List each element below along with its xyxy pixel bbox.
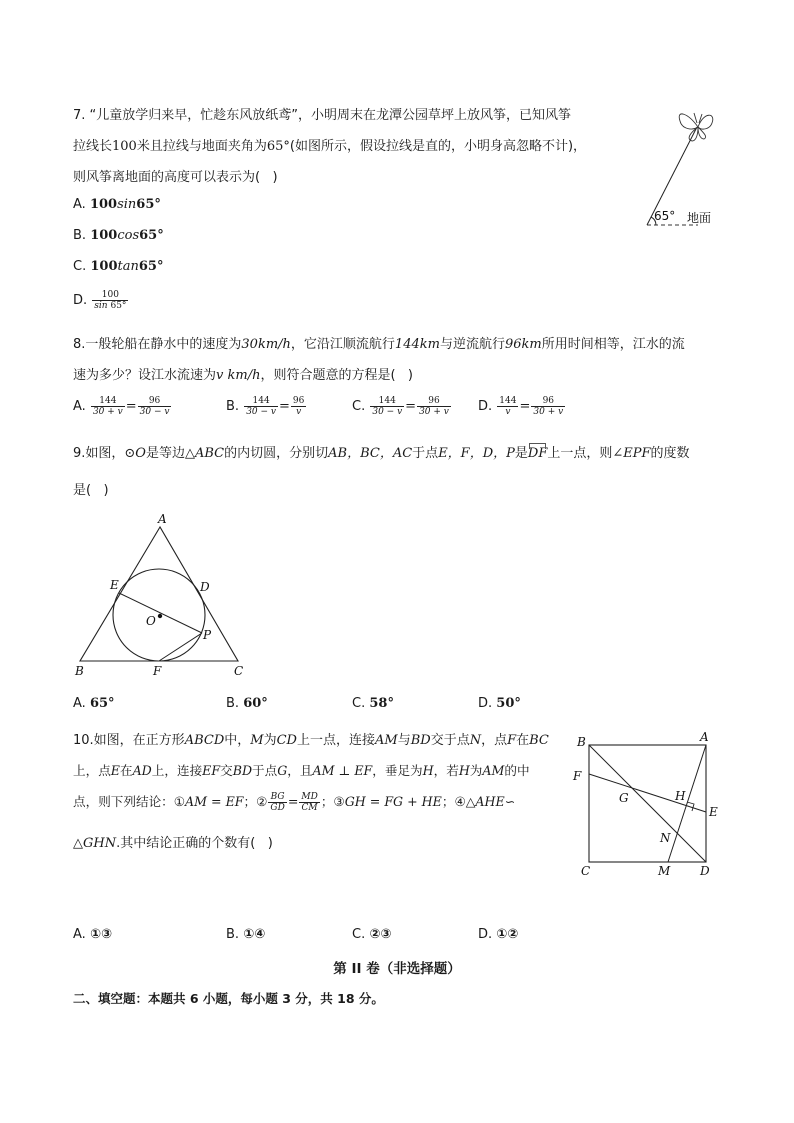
q8-text: 与逆流航行	[439, 337, 505, 352]
option-fn: tan	[117, 259, 139, 274]
q10-text: 中，	[224, 733, 251, 748]
q8-line-2	[73, 364, 413, 383]
option-value: ①④	[243, 927, 266, 942]
option-coef: 100	[90, 228, 118, 243]
q10-text: 上，点	[73, 763, 111, 778]
denominator: v	[505, 407, 511, 417]
q8-option-b: B. $\frac{144}{30 - v}$ = $\frac{96}{v}$	[226, 396, 305, 417]
option-letter: B.	[226, 696, 240, 711]
q10-math: AM ⊥ EF	[312, 763, 373, 778]
q10-math: AD	[132, 763, 152, 778]
angle-label: 65°	[654, 209, 676, 223]
denominator: 30 − v	[372, 407, 403, 417]
q10-math: M	[250, 733, 264, 748]
numerator: 96	[292, 396, 305, 406]
option-coef: 100	[89, 197, 118, 212]
fraction	[417, 396, 451, 417]
fraction	[370, 396, 404, 417]
q7-option-c	[73, 259, 163, 274]
q10-option-a	[73, 927, 112, 942]
q7-option-a	[73, 197, 161, 212]
chord-fp	[159, 633, 202, 661]
q10-math: BC	[529, 733, 549, 748]
q8-variable: v km/h	[216, 368, 261, 383]
ground-label: 地面	[687, 211, 712, 225]
q8-downstream: 144km	[394, 337, 440, 352]
q7-line-3: 则风筝离地面的高度可以表示为( )	[73, 170, 278, 185]
denominator: v	[296, 407, 302, 417]
fraction	[268, 792, 286, 813]
denominator: 30 + v	[92, 407, 123, 417]
q10-line-1	[73, 729, 549, 748]
label-n: N	[660, 831, 671, 845]
option-value: 65°	[89, 696, 115, 711]
q10-math: F	[507, 733, 517, 748]
option-letter: D.	[73, 293, 88, 308]
option-letter: C.	[352, 927, 366, 942]
q10-text: .其中结论正确的个数有( )	[116, 836, 273, 851]
q10-math: EF	[202, 763, 221, 778]
q9-line-2: 是( )	[73, 483, 109, 498]
label-h: H	[675, 789, 686, 803]
q7-option-d	[73, 290, 129, 311]
q10-math: CD	[276, 733, 297, 748]
label-c: C	[234, 664, 244, 678]
numerator: MD	[301, 792, 318, 802]
fraction	[244, 396, 278, 417]
q8-text: 速为多少？设江水流速为	[73, 368, 217, 383]
label-a: A	[158, 512, 167, 526]
q10-text: 10.如图，在正方形	[73, 733, 185, 748]
q10-math: △GHN	[73, 836, 117, 851]
q8-line-1	[73, 333, 685, 352]
q10-text: 上，连接	[151, 763, 203, 778]
option-value: 58°	[369, 696, 394, 711]
fraction	[291, 396, 306, 417]
q10-line-4	[73, 832, 273, 851]
q10-line-3: 点，则下列结论：①AM = EF；② $\frac{BG}{GD}$ = $\frac{MD}{CM}$ ；③GH = FG + HE；④△AHE∽	[73, 792, 516, 813]
fraction	[531, 396, 565, 417]
q8-option-c: C. $\frac{144}{30 - v}$ = $\frac{96}{30 + v}$	[352, 396, 449, 417]
q9-text: 的度数	[650, 446, 690, 461]
numerator: 144	[91, 396, 125, 407]
q10-text: 的中	[504, 763, 530, 778]
option-letter: A.	[73, 197, 86, 212]
q9-option-a	[73, 696, 115, 711]
q8-text: ，则符合题意的方程是( )	[260, 368, 413, 383]
q10-text: 交	[220, 763, 233, 778]
q8-text: 所用时间相等，江水的流	[541, 337, 685, 352]
q9-line-1	[73, 442, 690, 461]
q7-text: 米且拉线与地面夹角为	[136, 139, 267, 154]
chord-ep	[119, 593, 202, 633]
fraction	[138, 396, 172, 417]
option-letter: A.	[73, 927, 86, 942]
q10-text: 为	[469, 763, 483, 778]
denominator: 30 + v	[419, 407, 449, 417]
q9-sides: AB，BC，AC	[328, 446, 413, 461]
q10-text: ；③	[320, 794, 345, 809]
option-letter: C.	[352, 696, 366, 711]
q10-line-2	[73, 760, 530, 779]
option-fn: cos	[117, 228, 140, 243]
label-a: A	[700, 730, 709, 744]
option-letter: A.	[73, 696, 86, 711]
option-letter: B.	[73, 228, 87, 243]
denominator: 30 − v	[139, 407, 170, 417]
q7-kite-figure	[640, 103, 730, 228]
label-d: D	[700, 864, 710, 878]
q9-arc: DF	[527, 446, 548, 461]
q10-math: GH = FG + HE	[344, 794, 442, 809]
q9-option-c	[352, 696, 394, 711]
option-letter: C.	[73, 259, 87, 274]
label-e: E	[709, 805, 718, 819]
option-fn: sin	[117, 197, 137, 212]
label-o: O	[146, 614, 156, 628]
q10-text: ；②	[243, 794, 268, 809]
label-d: D	[200, 580, 210, 594]
q10-text: ，垂足为	[372, 763, 423, 778]
option-coef: 100	[90, 259, 118, 274]
fraction	[91, 396, 125, 417]
q10-text: 点，则下列结论：①	[73, 794, 186, 809]
numerator: 144	[370, 396, 404, 407]
q10-math: AM	[482, 763, 505, 778]
numerator: 96	[417, 396, 451, 407]
diagonal-bd	[589, 745, 706, 862]
q10-text: ；④	[441, 794, 466, 809]
denominator-fn: sin	[94, 301, 108, 311]
q9-incircle-figure	[72, 513, 272, 678]
q10-option-b	[226, 927, 265, 942]
label-p: P	[203, 628, 212, 642]
denominator-arg: 65°	[110, 301, 127, 311]
label-c: C	[581, 864, 591, 878]
q10-text: 与	[397, 733, 411, 748]
q10-math: H	[458, 763, 470, 778]
q10-math: BD	[410, 733, 431, 748]
option-value: 50°	[496, 696, 521, 711]
q9-points: E，F，D，P	[438, 446, 515, 461]
label-m: M	[658, 864, 671, 878]
q10-math: E	[110, 763, 120, 778]
q10-math: AM	[374, 733, 398, 748]
q8-text: 8.一般轮船在静水中的速度为	[73, 337, 242, 352]
fraction	[92, 290, 128, 311]
section-title: 第 II 卷（非选择题）	[333, 961, 461, 977]
q7-line-1: 7. “儿童放学归来早，忙趁东风放纸鸢”，小明周末在龙潭公园草坪上放风筝，已知风筝	[73, 108, 572, 123]
denominator: 30 − v	[246, 407, 277, 417]
numerator: 144	[244, 396, 278, 407]
option-letter: D.	[478, 399, 493, 414]
q10-text: ，且	[287, 763, 313, 778]
option-letter: B.	[226, 399, 240, 414]
segment-am	[668, 745, 706, 862]
q9-circle: ⊙O	[124, 446, 146, 461]
label-b: B	[75, 664, 84, 678]
option-arg: 65°	[136, 197, 161, 212]
numerator: 96	[531, 396, 565, 407]
q7-line-2	[73, 135, 586, 154]
butterfly-kite-icon	[679, 113, 713, 141]
q9-option-d	[478, 696, 521, 711]
q10-math: G	[277, 763, 288, 778]
option-arg: 65°	[139, 228, 164, 243]
numerator: 144	[499, 396, 517, 406]
option-value: ①③	[89, 927, 112, 942]
fraction	[299, 792, 319, 813]
option-letter: B.	[226, 927, 240, 942]
q10-text: 于点	[252, 763, 278, 778]
q9-text: 是	[514, 446, 528, 461]
q8-speed: 30km/h	[241, 337, 291, 352]
q9-triangle: △ABC	[184, 446, 225, 461]
triangle-abc	[80, 527, 238, 661]
q10-text: 上一点，连接	[296, 733, 375, 748]
q10-text: 交于点	[430, 733, 470, 748]
fill-in-heading: 二、填空题：本题共 6 小题，每小题 3 分，共 18 分。	[73, 991, 384, 1006]
label-e: E	[110, 578, 119, 592]
q10-text: 在	[516, 733, 530, 748]
q10-math: N	[469, 733, 482, 748]
label-b: B	[577, 735, 586, 749]
q10-math: AM = EF	[185, 794, 244, 809]
q10-option-c	[352, 927, 391, 942]
q9-text: 于点	[412, 446, 439, 461]
denominator: 30 + v	[533, 407, 564, 417]
q10-square-figure	[574, 730, 734, 880]
numerator: 96	[138, 396, 172, 407]
q7-text: 拉线长	[73, 139, 113, 154]
q9-text: 9.如图，	[73, 446, 125, 461]
q7-text: (如图所示，假设拉线是直的，小明身高忽略不计)，	[289, 139, 587, 154]
q10-math: H	[422, 763, 434, 778]
option-value: ①②	[496, 927, 519, 942]
q10-text: ，若	[433, 763, 459, 778]
q8-option-d: D. $\frac{144}{v}$ = $\frac{96}{30 + v}$	[478, 396, 564, 417]
q7-length: 100	[112, 139, 137, 154]
q10-math: BD	[232, 763, 253, 778]
numerator: BG	[268, 792, 286, 803]
q9-option-b	[226, 696, 268, 711]
label-f: F	[573, 769, 582, 783]
denominator: CM	[301, 803, 318, 813]
q10-math: △AHE∽	[465, 794, 516, 809]
q9-angle: ∠EPF	[612, 446, 651, 461]
q10-text: 为	[263, 733, 277, 748]
fraction	[497, 396, 518, 417]
label-f: F	[153, 664, 162, 678]
q10-option-d	[478, 927, 518, 942]
option-value: 60°	[243, 696, 268, 711]
segment-ef	[589, 774, 706, 812]
option-letter: A.	[73, 399, 86, 414]
q10-text: 在	[119, 763, 133, 778]
q10-math: ABCD	[184, 733, 225, 748]
q8-upstream: 96km	[504, 337, 542, 352]
q8-option-a: A. $\frac{144}{30 + v}$ = $\frac{96}{30 - v}$	[73, 396, 170, 417]
option-letter: C.	[352, 399, 366, 414]
q9-text: 上一点，则	[547, 446, 613, 461]
q7-option-b	[73, 228, 164, 243]
denominator: GD	[270, 803, 285, 813]
q9-text: 是等边	[145, 446, 185, 461]
q9-text: 的内切圆，分别切	[224, 446, 329, 461]
q7-angle: 65°	[266, 139, 290, 154]
label-g: G	[619, 791, 629, 805]
q10-text: ，点	[481, 733, 508, 748]
option-arg: 65°	[138, 259, 164, 274]
q8-text: ，它沿江顺流航行	[290, 337, 395, 352]
option-value: ②③	[369, 927, 392, 942]
option-letter: D.	[478, 696, 493, 711]
option-letter: D.	[478, 927, 493, 942]
numerator: 100	[92, 290, 128, 301]
center-dot	[158, 614, 162, 618]
